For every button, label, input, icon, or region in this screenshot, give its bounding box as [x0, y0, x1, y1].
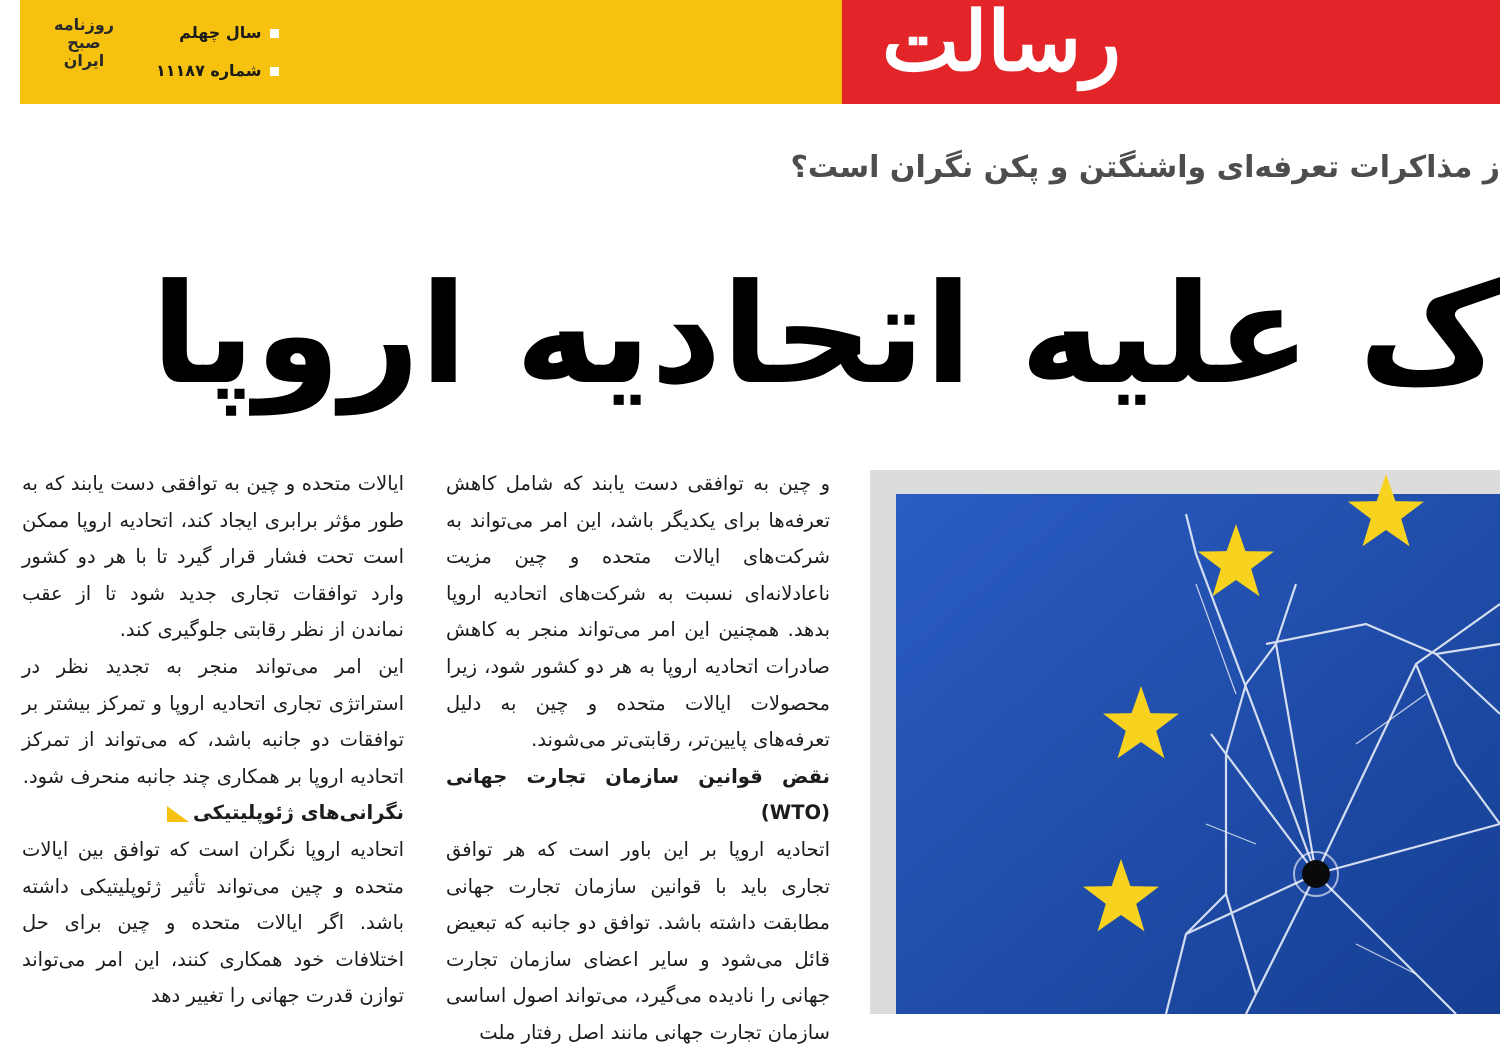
- subheading-geopolitics: [22, 795, 404, 832]
- masthead-red-band: [842, 0, 1500, 104]
- subheading-wto: نقض قوانین سازمان تجارت جهانی (WTO): [446, 764, 830, 825]
- year-label: سال چهلم: [179, 23, 262, 42]
- newspaper-logo: رسالت: [882, 0, 1121, 90]
- issue-info: [156, 14, 279, 90]
- paragraph: اتحادیه اروپا بر این باور است که هر توافق تجاری باید با قوانین سازمان تجارت جهانی مطابقت داشته باشد. توافق دو جانبه که تبعیض قائل می‌شود و سایر اعضای سازمان تجارت جهانی را نادیده می‌گیرد، می‌تواند اصول اساسی سازمان تجارت جهانی مانند اصل رفتار ملت: [445, 837, 830, 1044]
- paragraph: و چین به توافقی دست یابند که شامل کاهش تعرفه‌ها برای یکدیگر باشد، این امر می‌تواند به شرکت‌های ایالات متحده و چین مزیت ناعادلانه‌ای نسبت به شرکت‌های اتحادیه اروپا بدهد. همچنین این امر می‌تواند منجر به کاهش صادرات اتحادیه اروپا به هر دو کشور شود، زیرا محصولات ایالات متحده و چین به دلیل تعرفه‌های پایین‌تر، رقابتی‌تر می‌شوند.: [446, 472, 830, 752]
- publisher-line-2: صبح: [67, 33, 101, 52]
- paragraph: ایالات متحده و چین به توافقی دست یابند که به طور مؤثر برابری ایجاد کند، اتحادیه اروپا ممکن است تحت فشار قرار گیرد تا با هر دو کشور وارد توافقات تجاری جدید شود تا از عقب نماندن از نظر رقابتی جلوگیری کند.: [22, 472, 404, 642]
- article-column-middle: [446, 466, 830, 1052]
- article-headline: ک علیه اتحادیه اروپا: [151, 254, 1500, 415]
- publisher-label: [54, 16, 114, 70]
- paragraph: این امر می‌تواند منجر به تجدید نظر در استراتژی تجاری اتحادیه اروپا و تمرکز بیشتر بر توافقات دو جانبه باشد، که می‌تواند از تمرکز اتحادیه اروپا بر همکاری چند جانبه منحرف شود.: [22, 654, 404, 788]
- bullet-square-icon: [270, 29, 279, 38]
- article-column-left: [22, 466, 404, 1015]
- subheading-text: نگرانی‌های ژئوپلیتیکی: [192, 801, 404, 825]
- publisher-line-3: ایران: [63, 51, 105, 70]
- bullet-square-icon: [270, 67, 279, 76]
- year-row: [156, 14, 279, 52]
- triangle-marker-icon: [167, 806, 189, 822]
- issue-row: [156, 52, 279, 90]
- bullet-hole-icon: [1302, 860, 1330, 888]
- eu-flag-illustration: [896, 494, 1500, 1014]
- eu-flag-cracked-glass-photo: [896, 494, 1500, 1014]
- paragraph: اتحادیه اروپا نگران است که توافق بین ایالات متحده و چین می‌تواند تأثیر ژئوپلیتیکی داشته باشد. اگر ایالات متحده و چین برای حل اختلافات خود همکاری کنند، این امر می‌تواند توازن قدرت جهانی را تغییر دهد: [22, 837, 404, 1008]
- masthead-yellow-band: [20, 0, 842, 104]
- issue-number: شماره ۱۱۱۸۷: [156, 61, 262, 80]
- publisher-line-1: روزنامه: [54, 15, 114, 34]
- article-kicker: ز مذاکرات تعرفه‌ای واشنگتن و پکن نگران است؟: [790, 150, 1500, 185]
- masthead: [20, 0, 1500, 104]
